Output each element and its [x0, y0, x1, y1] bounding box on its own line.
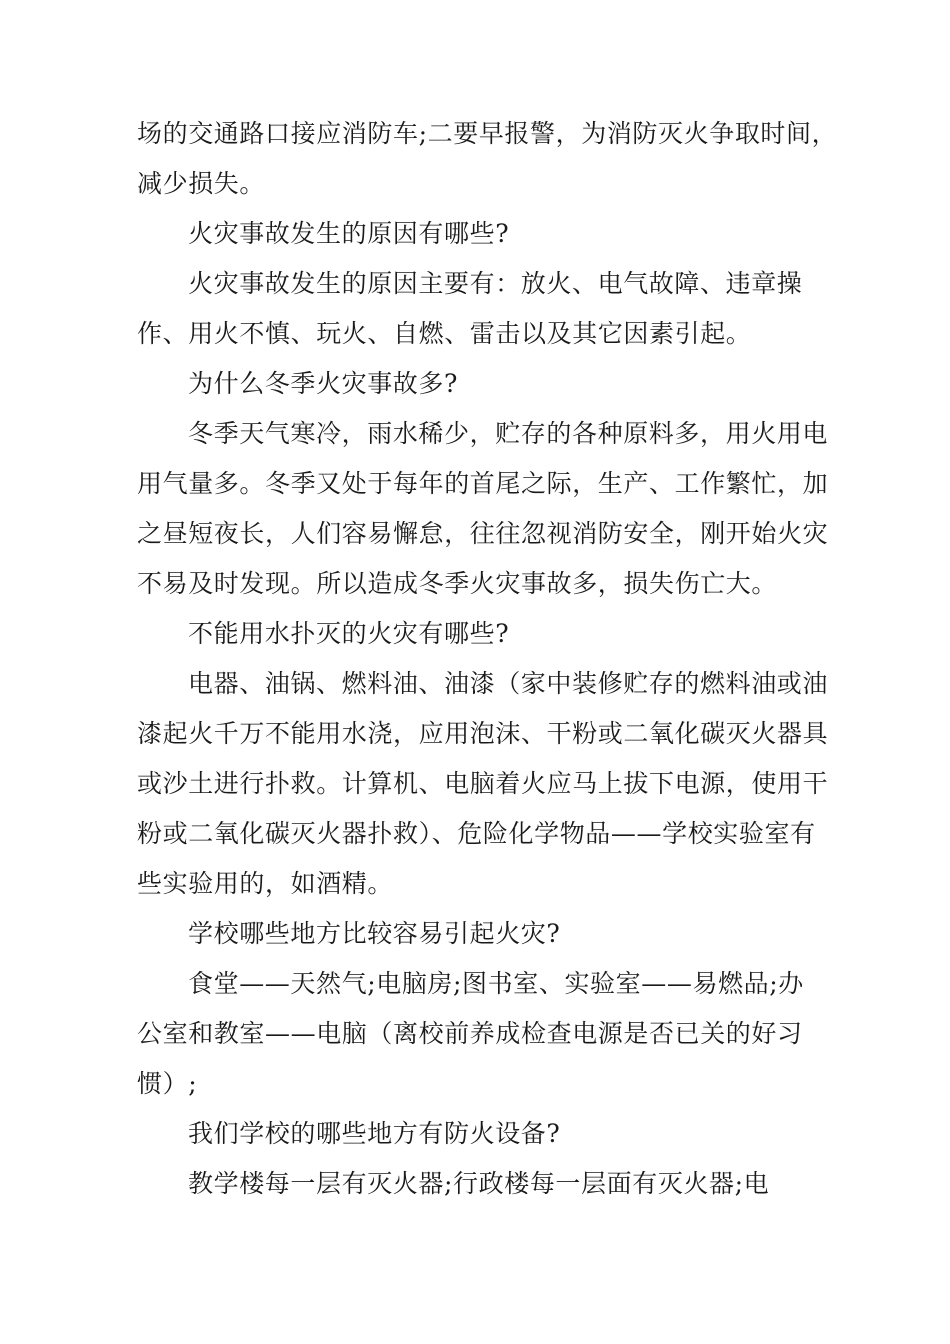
question-heading-causes: 火灾事故发生的原因有哪些? [188, 219, 510, 248]
text-line-13: 漆起火千万不能用水浇，应用泡沫、干粉或二氧化碳灭火器具 [137, 719, 829, 748]
question-heading-no-water: 不能用水扑灭的火灾有哪些? [188, 619, 510, 648]
text-line-5: 作、用火不慎、玩火、自燃、雷击以及其它因素引起。 [137, 319, 752, 348]
text-line-2: 减少损失。 [137, 169, 266, 198]
text-line-22: 教学楼每一层有灭火器;行政楼每一层面有灭火器;电 [188, 1169, 770, 1198]
text-line-9: 之昼短夜长，人们容易懈怠，往往忽视消防安全，刚开始火灾 [137, 519, 829, 548]
question-heading-equipment: 我们学校的哪些地方有防火设备? [188, 1119, 561, 1148]
text-line-20: 惯）; [137, 1069, 198, 1098]
text-line-18: 食堂——天然气;电脑房;图书室、实验室——易燃品;办 [188, 969, 804, 998]
text-line-10: 不易及时发现。所以造成冬季火灾事故多，损失伤亡大。 [137, 569, 778, 598]
question-heading-winter: 为什么冬季火灾事故多? [188, 369, 459, 398]
text-line-19: 公室和教室——电脑（离校前养成检查电源是否已关的好习 [137, 1019, 803, 1048]
question-heading-school-risk: 学校哪些地方比较容易引起火灾? [188, 919, 561, 948]
text-line-7: 冬季天气寒冷，雨水稀少，贮存的各种原料多，用火用电 [188, 419, 829, 448]
text-line-8: 用气量多。冬季又处于每年的首尾之际，生产、工作繁忙，加 [137, 469, 829, 498]
text-line-4: 火灾事故发生的原因主要有：放火、电气故障、违章操 [188, 269, 803, 298]
text-line-15: 粉或二氧化碳灭火器扑救）、危险化学物品——学校实验室有 [137, 819, 816, 848]
text-line-16: 些实验用的，如酒精。 [137, 869, 394, 898]
text-line-12: 电器、油锅、燃料油、油漆（家中装修贮存的燃料油或油 [188, 669, 829, 698]
text-line-1: 场的交通路口接应消防车;二要早报警，为消防灭火争取时间， [137, 119, 838, 148]
text-line-14: 或沙土进行扑救。计算机、电脑着火应马上拔下电源，使用干 [137, 769, 829, 798]
